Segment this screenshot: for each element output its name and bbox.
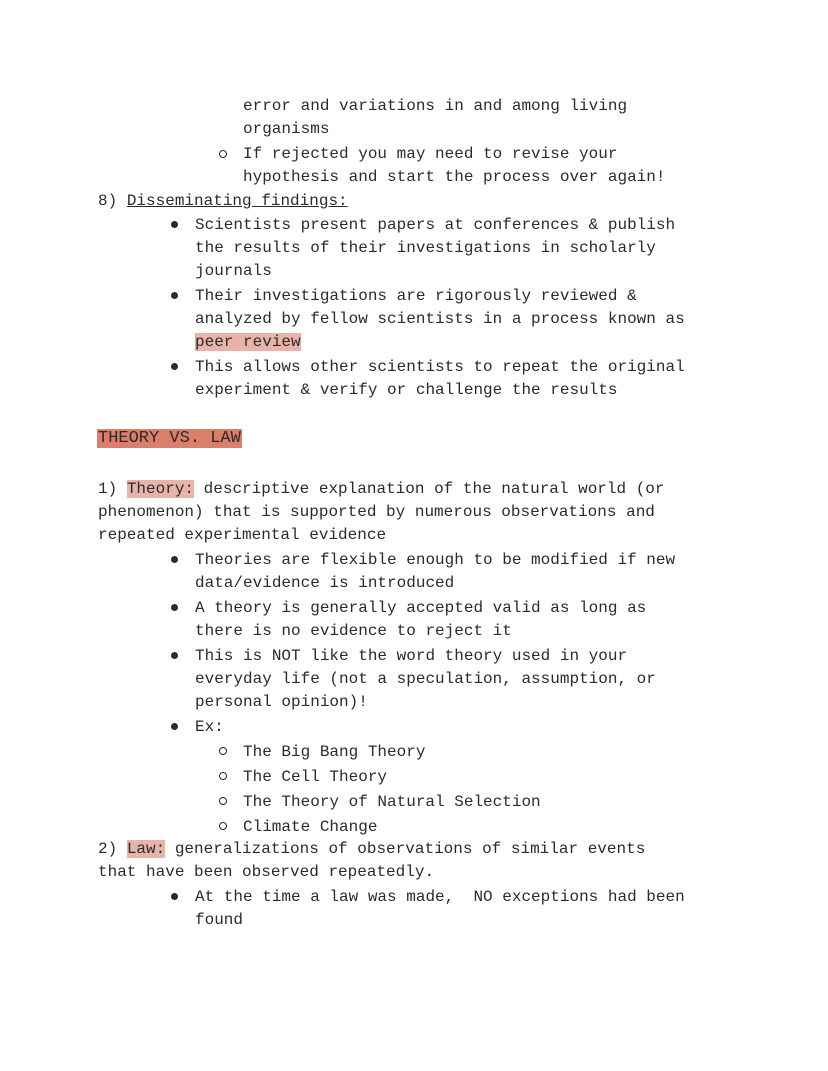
bullet-icon bbox=[171, 363, 178, 370]
bullet-text-line: This is NOT like the word theory used in your bbox=[195, 647, 628, 665]
bullet-icon bbox=[171, 723, 178, 730]
law-term: Law: bbox=[126, 840, 166, 858]
continued-text-line: error and variations in and among living bbox=[243, 97, 628, 115]
section-8-heading bbox=[98, 190, 348, 213]
bullet-text-line: This allows other scientists to repeat the original bbox=[195, 358, 685, 376]
bullet-icon bbox=[171, 652, 178, 659]
example-item: The Big Bang Theory bbox=[243, 743, 426, 761]
bullet-icon bbox=[171, 893, 178, 900]
theory-definition-line bbox=[98, 478, 665, 501]
bullet-text-line: At the time a law was made, NO exceptions had been bbox=[195, 888, 685, 906]
bullet-text-line: data/evidence is introduced bbox=[195, 574, 455, 592]
continued-text-line: organisms bbox=[243, 120, 330, 138]
bullet-text-line: found bbox=[195, 911, 244, 929]
rejected-text-line: hypothesis and start the process over again! bbox=[243, 168, 666, 186]
section-number: 8) bbox=[98, 192, 118, 210]
theory-definition: descriptive explanation of the natural world (or bbox=[194, 480, 665, 498]
sub-bullet-icon bbox=[219, 150, 227, 158]
rejected-text-line: If rejected you may need to revise your bbox=[243, 145, 618, 163]
theory-definition-line: phenomenon) that is supported by numerous observations and bbox=[98, 503, 655, 521]
law-definition-line: that have been observed repeatedly. bbox=[98, 863, 435, 881]
sub-bullet-icon bbox=[219, 822, 227, 830]
bullet-text-line: there is no evidence to reject it bbox=[195, 622, 512, 640]
bullet-icon bbox=[171, 221, 178, 228]
theory-term: Theory: bbox=[126, 480, 195, 498]
bullet-text-line: journals bbox=[195, 262, 272, 280]
bullet-text-line: Their investigations are rigorously reviewed & bbox=[195, 287, 637, 305]
bullet-text-line: personal opinion)! bbox=[195, 693, 368, 711]
law-number: 2) bbox=[98, 840, 118, 858]
bullet-text-line bbox=[195, 331, 301, 354]
sub-bullet-icon bbox=[219, 772, 227, 780]
highlight-peer-review: peer review bbox=[195, 333, 301, 351]
example-item: The Cell Theory bbox=[243, 768, 388, 786]
theory-definition-line: repeated experimental evidence bbox=[98, 526, 387, 544]
heading-theory-vs-law: THEORY VS. LAW bbox=[98, 429, 241, 448]
law-definition: generalizations of observations of similar events bbox=[165, 840, 646, 858]
bullet-text-line: everyday life (not a speculation, assumption, or bbox=[195, 670, 656, 688]
bullet-icon bbox=[171, 292, 178, 299]
theory-number: 1) bbox=[98, 480, 118, 498]
bullet-text-line: experiment & verify or challenge the results bbox=[195, 381, 618, 399]
example-item: Climate Change bbox=[243, 818, 378, 836]
bullet-text-line: A theory is generally accepted valid as long as bbox=[195, 599, 647, 617]
bullet-text-line: Scientists present papers at conferences & publish bbox=[195, 216, 676, 234]
bullet-text-line: the results of their investigations in scholarly bbox=[195, 239, 656, 257]
law-definition-line bbox=[98, 838, 645, 861]
sub-bullet-icon bbox=[219, 747, 227, 755]
bullet-text-line: Ex: bbox=[195, 718, 224, 736]
bullet-icon bbox=[171, 556, 178, 563]
section-heading bbox=[97, 426, 242, 451]
bullet-text-line: Theories are flexible enough to be modified if new bbox=[195, 551, 676, 569]
section-title: Disseminating findings: bbox=[126, 192, 348, 210]
bullet-icon bbox=[171, 604, 178, 611]
sub-bullet-icon bbox=[219, 797, 227, 805]
example-item: The Theory of Natural Selection bbox=[243, 793, 541, 811]
bullet-text-line: analyzed by fellow scientists in a process known as bbox=[195, 310, 685, 328]
